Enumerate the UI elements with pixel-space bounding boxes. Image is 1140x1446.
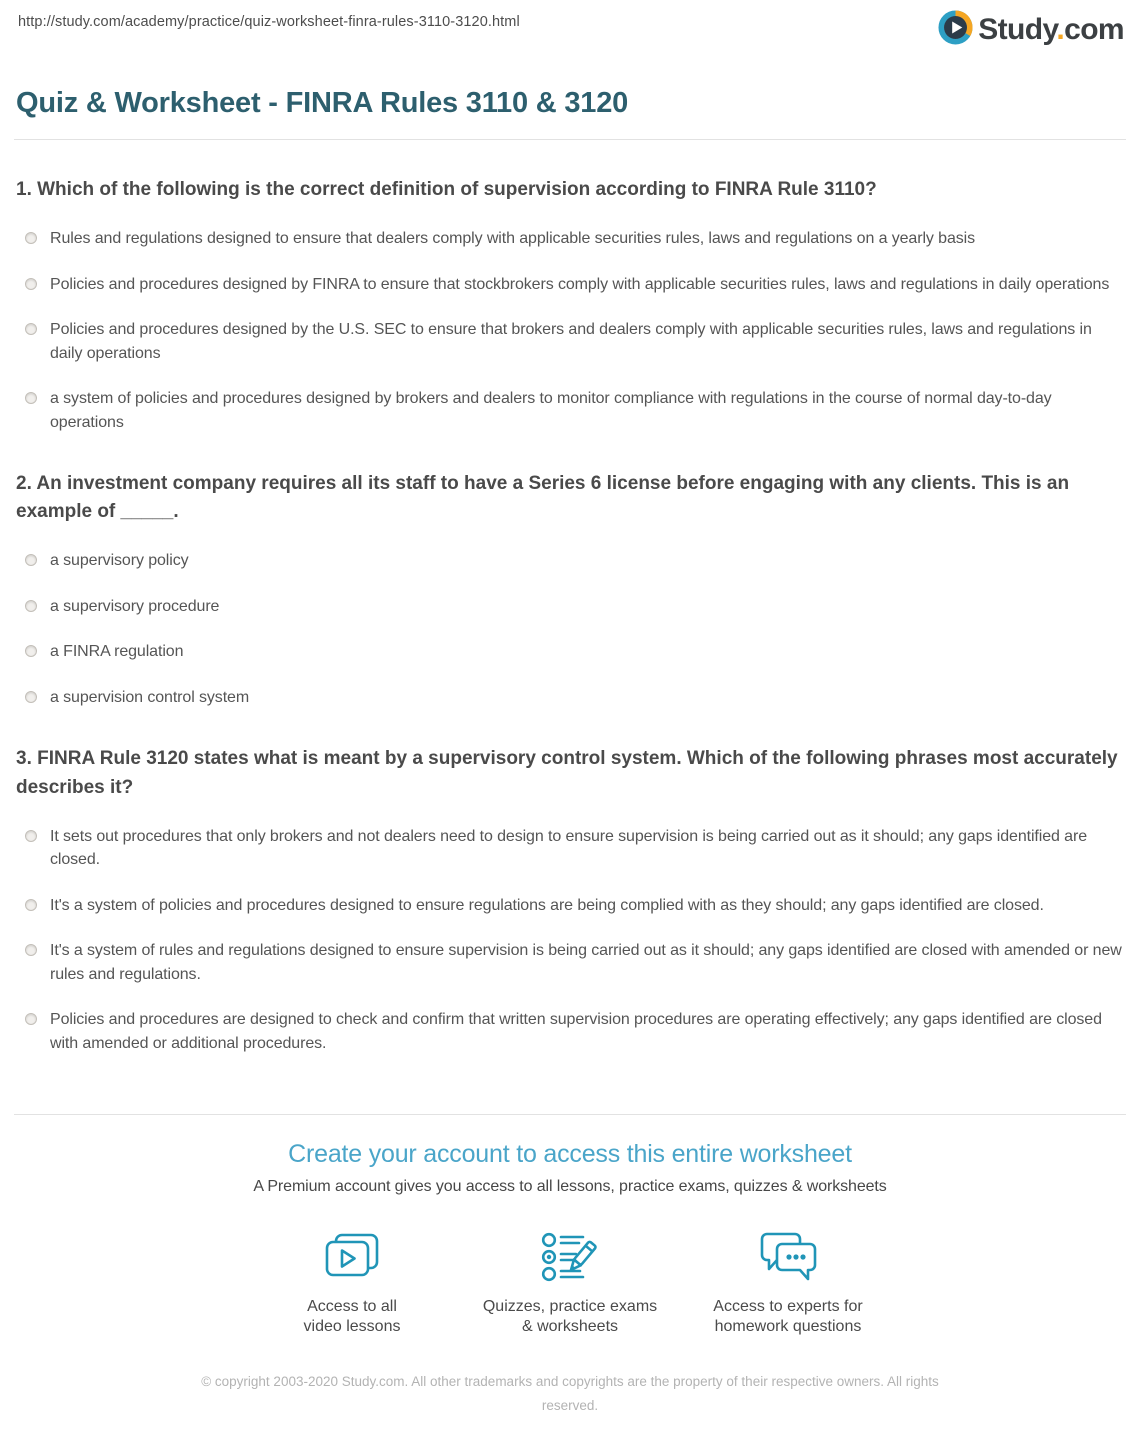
question-2-option-4[interactable] [16, 686, 1124, 710]
option-label: a FINRA regulation [50, 643, 184, 661]
quiz-body [0, 176, 1140, 1055]
question-3 [16, 745, 1124, 1055]
radio-button[interactable] [25, 554, 37, 566]
option-label: It's a system of rules and regulations designed to ensure supervision is being carried out as it should; any gaps identified are closed with amended or new rules and regulations. [50, 942, 1122, 983]
video-lessons-icon [321, 1229, 383, 1287]
question-3-option-1[interactable] [16, 825, 1124, 872]
radio-button[interactable] [25, 323, 37, 335]
option-label: Policies and procedures designed by the U.S. SEC to ensure that brokers and dealers comply with applicable securities rules, laws and regulations in daily operations [50, 321, 1092, 362]
studycom-logo[interactable] [938, 10, 1124, 50]
radio-button[interactable] [25, 691, 37, 703]
option-label: Policies and procedures designed by FINRA to ensure that stockbrokers comply with applicable securities rules, laws and regulations in daily operations [50, 275, 1110, 293]
feature-list [0, 1229, 1140, 1337]
radio-button[interactable] [25, 392, 37, 404]
feature-label: Access to all video lessons [303, 1298, 401, 1336]
chat-experts-icon [756, 1229, 820, 1287]
option-label: a system of policies and procedures designed by brokers and dealers to monitor compliance with regulations in the course of normal day-to-day operations [50, 390, 1052, 431]
feature-expert-help [679, 1229, 897, 1337]
feature-video-lessons [243, 1229, 461, 1337]
question-1-option-2[interactable] [16, 273, 1124, 297]
question-2-option-2[interactable] [16, 595, 1124, 619]
title-divider [14, 139, 1126, 140]
question-3-option-2[interactable] [16, 894, 1124, 918]
question-1-option-4[interactable] [16, 387, 1124, 434]
option-label: It's a system of policies and procedures designed to ensure regulations are being complied with as they should; any gaps identified are closed. [50, 896, 1044, 914]
question-2 [16, 470, 1124, 709]
page-url: http://study.com/academy/practice/quiz-worksheet-finra-rules-3110-3120.html [18, 14, 520, 30]
question-1 [16, 176, 1124, 434]
question-3-option-3[interactable] [16, 939, 1124, 986]
option-label: It sets out procedures that only brokers and not dealers need to design to ensure supervision is being carried out as it should; any gaps identified are closed. [50, 827, 1087, 869]
question-2-option-1[interactable] [16, 549, 1124, 573]
copyright-notice: © copyright 2003-2020 Study.com. All other trademarks and copyrights are the property of their respective owners. All rights reserved. [201, 1374, 939, 1413]
radio-button[interactable] [25, 899, 37, 911]
radio-button[interactable] [25, 944, 37, 956]
question-3-text: 3. FINRA Rule 3120 states what is meant by a supervisory control system. Which of the following phrases most accurately describes it? [16, 748, 1118, 798]
radio-button[interactable] [25, 1013, 37, 1025]
question-2-text: 2. An investment company requires all its staff to have a Series 6 license before engaging with any clients. This is an example of _____. [16, 473, 1070, 523]
question-1-option-3[interactable] [16, 318, 1124, 365]
option-label: Policies and procedures are designed to check and confirm that written supervision procedures are operating effectively; any gaps identified are closed with amended or additional procedures. [50, 1011, 1102, 1052]
quizzes-worksheets-icon [538, 1229, 602, 1287]
topbar [0, 0, 1140, 50]
question-3-option-4[interactable] [16, 1008, 1124, 1055]
signup-section [0, 1115, 1140, 1337]
option-label: a supervisory procedure [50, 597, 220, 615]
signup-heading[interactable]: Create your account to access this entire worksheet [288, 1140, 852, 1169]
studycom-logo-text: Study.com [978, 13, 1124, 46]
radio-button[interactable] [25, 600, 37, 612]
page-title: Quiz & Worksheet - FINRA Rules 3110 & 3120 [16, 87, 629, 119]
question-1-option-1[interactable] [16, 227, 1124, 251]
feature-label: Access to experts for homework questions [713, 1298, 863, 1336]
option-label: Rules and regulations designed to ensure that dealers comply with applicable securities rules, laws and regulations on a yearly basis [50, 230, 976, 248]
radio-button[interactable] [25, 830, 37, 842]
option-label: a supervision control system [50, 688, 250, 706]
radio-button[interactable] [25, 278, 37, 290]
option-label: a supervisory policy [50, 552, 189, 570]
radio-button[interactable] [25, 232, 37, 244]
feature-quizzes-worksheets [461, 1229, 679, 1337]
question-1-text: 1. Which of the following is the correct definition of supervision according to FINRA Rule 3110? [16, 179, 877, 200]
question-2-option-3[interactable] [16, 640, 1124, 664]
feature-label: Quizzes, practice exams & worksheets [482, 1298, 658, 1336]
studycom-logo-icon [938, 10, 973, 50]
signup-subheading: A Premium account gives you access to all lessons, practice exams, quizzes & worksheets [253, 1178, 887, 1196]
radio-button[interactable] [25, 645, 37, 657]
